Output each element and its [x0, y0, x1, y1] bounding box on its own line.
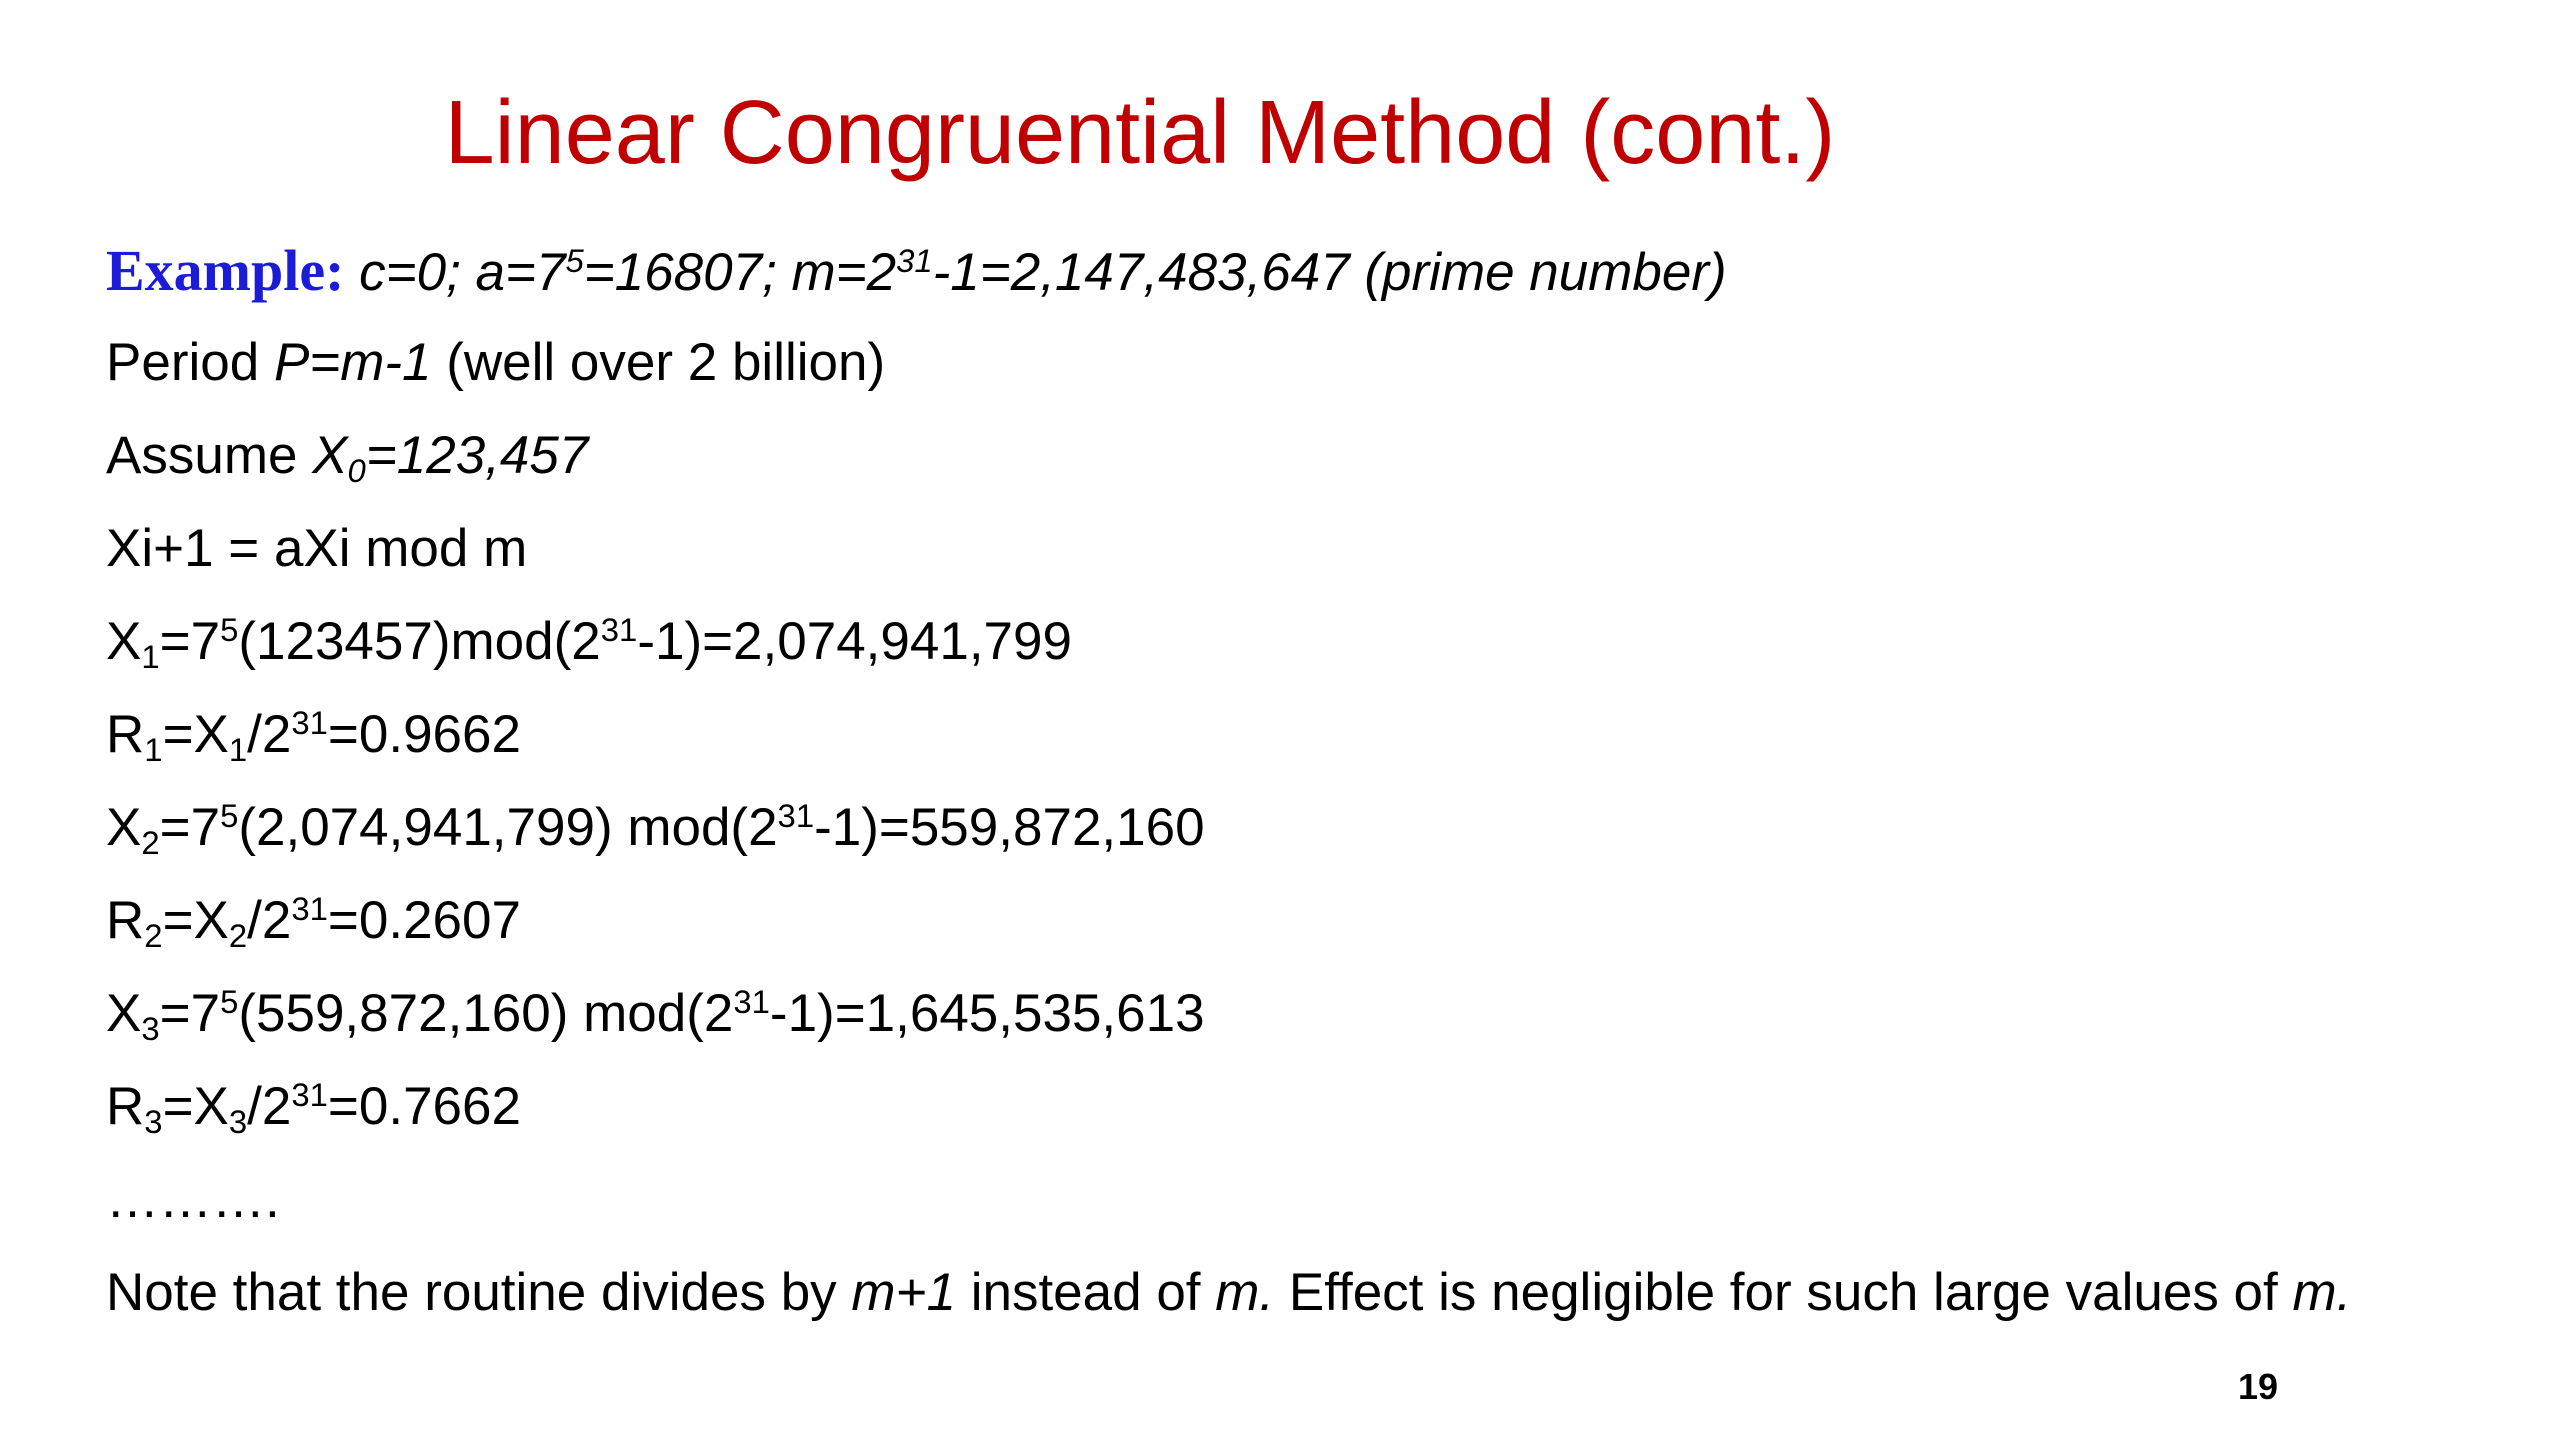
note-line: Note that the routine divides by m+1 instead of m. Effect is negligible for such large values of m. — [106, 1263, 2352, 1322]
r1-line: $R_1=X_1/2^{31}=0.9662$ — [106, 703, 521, 769]
x3-line: $X_3=7^5(559,872,160)$ $mod(2^{31}-1)=1,645,535,613$ — [106, 982, 1205, 1048]
recurrence-line: Xi+1 = aXi mod m — [106, 519, 528, 578]
ellipsis-line: ………. — [106, 1170, 280, 1229]
x1-line: $X_1=7^5(123457)mod(2^{31}-1)=2,074,941,799$ — [106, 610, 1072, 676]
example-text: c=0; $a=7^5=16807$; $m=2^{31}-1=2,147,483,647$ (prime number) — [359, 241, 1727, 302]
r3-line: $R_3=X_3/2^{31}=0.7662$ — [106, 1075, 521, 1141]
x2-line: $X_2=7^5(2,074,941,799)$ $mod(2^{31}-1)=559,872,160$ — [106, 796, 1205, 862]
slide-title: Linear Congruential Method (cont.) — [444, 83, 1836, 183]
example-label: Example: — [106, 238, 345, 303]
seed-value: $X_0=123,457$ — [312, 426, 589, 490]
r2-line: $R_2=X_2/2^{31}=0.2607$ — [106, 889, 521, 955]
example-line — [106, 236, 1727, 308]
period-line: Period P=m-1 (well over 2 billion) — [106, 333, 886, 392]
period-formula: P=m-1 — [273, 333, 432, 392]
page-number: 19 — [2238, 1366, 2279, 1407]
assume-line: Assume $X_0=123,457$ — [106, 426, 589, 490]
